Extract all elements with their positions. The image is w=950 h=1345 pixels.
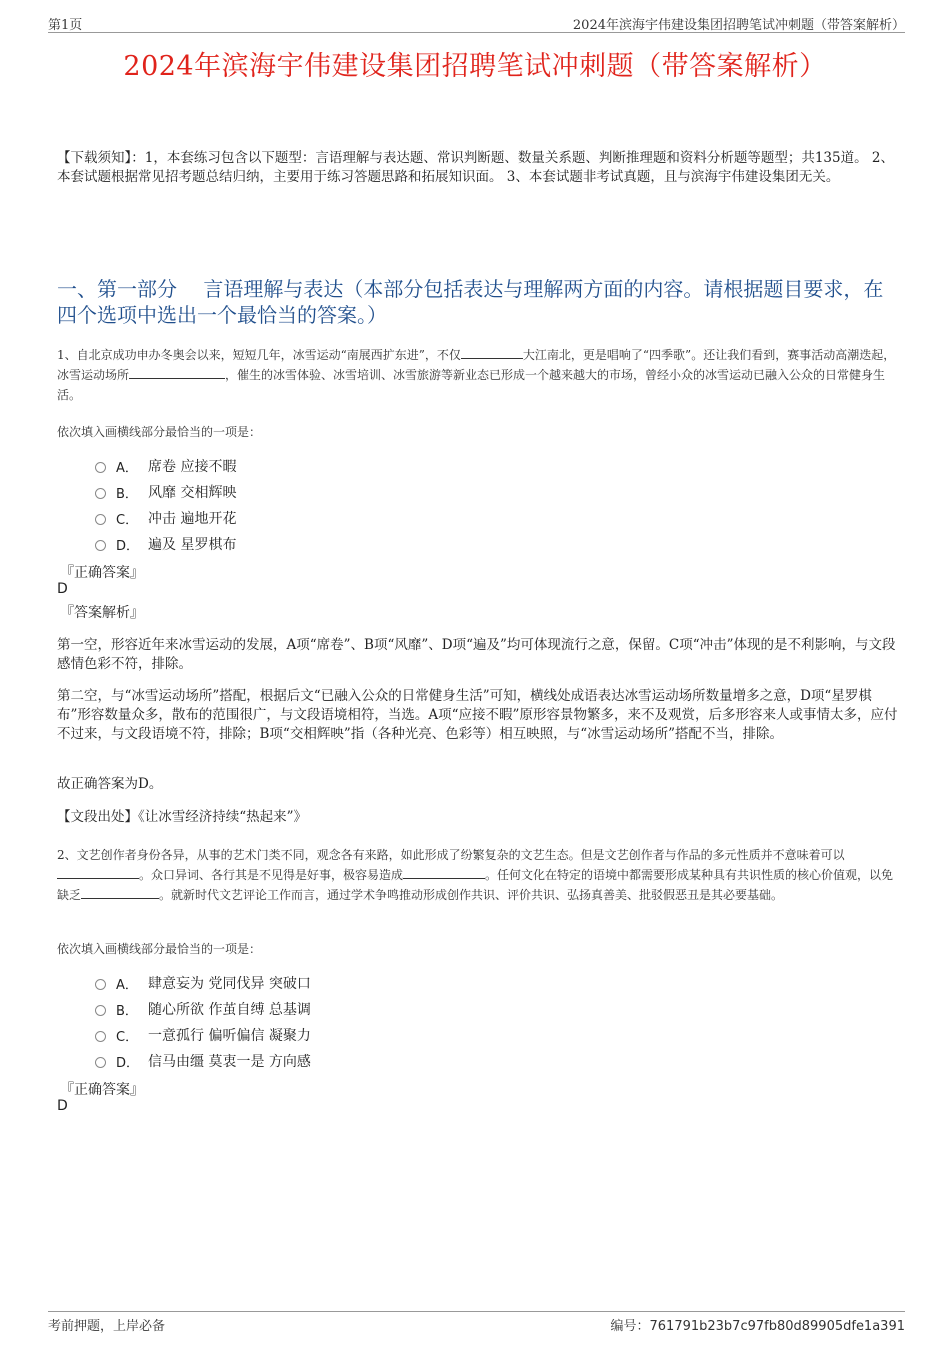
question-2-part-1: 2、文艺创作者身份各异，从事的艺术门类不同，观念各有来路，如此形成了纷繁复杂的文艺生态。但是文艺创作者与作品的多元性质并不意味着可以 [57,848,845,862]
correct-answer: D [57,581,68,597]
header-doc-title: 2024年滨海宇伟建设集团招聘笔试冲刺题（带答案解析） [572,18,905,33]
question-2-part-2: 。众口异词、各行其是不见得是好事，极容易造成 [139,868,404,882]
download-notice: 【下载须知】：1，本套练习包含以下题型：言语理解与表达题、常识判断题、数量关系题、判断推理题和资料分析题等题型；共135道。 2、本套试题根据常见招考题总结归纳，主要用于练习答题思路和拓展知识面。 3、本套试题非考试真题，且与滨海宇伟建设集团无关。 [57,150,894,185]
option-c[interactable]: C． 冲击 遍地开花 [95,505,236,531]
analysis-conclusion: 故正确答案为D。 [57,776,163,792]
page-number: 第1页 [48,18,83,33]
analysis-paragraph-1: 第一空，形容近年来冰雪运动的发展，A项“席卷”、B项“风靡”、D项“遍及”均可体现流行之意，保留。C项“冲击”体现的是不利影响，与文段感情色彩不符，排除。 [57,637,896,672]
page-header [48,12,905,33]
option-c[interactable]: C． 一意孤行 偏听偏信 凝聚力 [95,1022,311,1048]
page-footer [48,1311,905,1334]
answer-label: 『正确答案』 [60,565,144,581]
fill-blank [403,866,485,879]
radio-icon[interactable] [95,1031,106,1042]
question-1-part-2: 大江南北，更是唱响了“四季歌”。还让我们看到，赛事活动高潮迭起，冰雪运动场所 [57,348,896,382]
radio-icon[interactable] [95,540,106,551]
analysis-label: 『答案解析』 [60,605,144,621]
footer-slogan: 考前押题，上岸必备 [48,1319,166,1334]
radio-icon[interactable] [95,979,106,990]
option-b[interactable]: B． 随心所欲 作茧自缚 总基调 [95,996,311,1022]
fill-blank [57,866,139,879]
question-1-prompt: 依次填入画横线部分最恰当的一项是： [57,425,262,439]
question-2-part-4: 。就新时代文艺评论工作而言，通过学术争鸣推动形成创作共识、评价共识、弘扬真善美、批驳假恶丑是其必要基础。 [159,888,784,902]
option-b[interactable]: B． 风靡 交相辉映 [95,479,236,505]
question-2-options [95,970,311,1074]
fill-blank [129,366,225,379]
passage-source: 【文段出处】《让冰雪经济持续“热起来”》 [57,809,308,825]
radio-icon[interactable] [95,514,106,525]
radio-icon[interactable] [95,462,106,473]
option-d[interactable]: D． 遍及 星罗棋布 [95,531,236,557]
radio-icon[interactable] [95,1057,106,1068]
answer-label: 『正确答案』 [60,1082,144,1098]
question-1-text [57,345,898,405]
option-d[interactable]: D． 信马由缰 莫衷一是 方向感 [95,1048,311,1074]
question-2-text [57,845,898,905]
question-1-options [95,453,236,557]
page-title: 2024年滨海宇伟建设集团招聘笔试冲刺题（带答案解析） [123,51,827,82]
document-code: 编号：761791b23b7c97fb80d89905dfe1a391 [610,1319,905,1334]
question-1-part-3: ，催生的冰雪体验、冰雪培训、冰雪旅游等新业态已形成一个越来越大的市场，曾经小众的冰雪运动已融入公众的日常健身生活。 [57,368,886,402]
correct-answer: D [57,1098,68,1114]
question-2-part-3: 。任何文化在特定的语境中都需要形成某种具有共识性质的核心价值观，以免缺乏 [57,868,894,902]
radio-icon[interactable] [95,1005,106,1016]
option-a[interactable]: A． 肆意妄为 党同伐异 突破口 [95,970,311,996]
analysis-paragraph-2: 第二空，与“冰雪运动场所”搭配，根据后文“已融入公众的日常健身生活”可知，横线处成语表达冰雪运动场所数量增多之意，D项“星罗棋布”形容数量众多，散布的范围很广，与文段语境相符，当选。A项“应接不暇”原形容景物繁多，来不及观赏，后多形容来人或事情太多，应付不过来，与文段语境不符，排除；B项“交相辉映”指（各种光亮、色彩等）相互映照，与“冰雪运动场所”搭配不当，排除。 [57,688,898,742]
radio-icon[interactable] [95,488,106,499]
option-a[interactable]: A． 席卷 应接不暇 [95,453,236,479]
section-heading: 一、第一部分 言语理解与表达（本部分包括表达与理解两方面的内容。请根据题目要求，在四个选项中选出一个最恰当的答案。） [57,277,884,327]
question-2-prompt: 依次填入画横线部分最恰当的一项是： [57,942,262,956]
fill-blank [461,346,523,359]
fill-blank [81,886,159,899]
question-1-part-1: 1、自北京成功申办冬奥会以来，短短几年，冰雪运动“南展西扩东进”，不仅 [57,348,461,362]
